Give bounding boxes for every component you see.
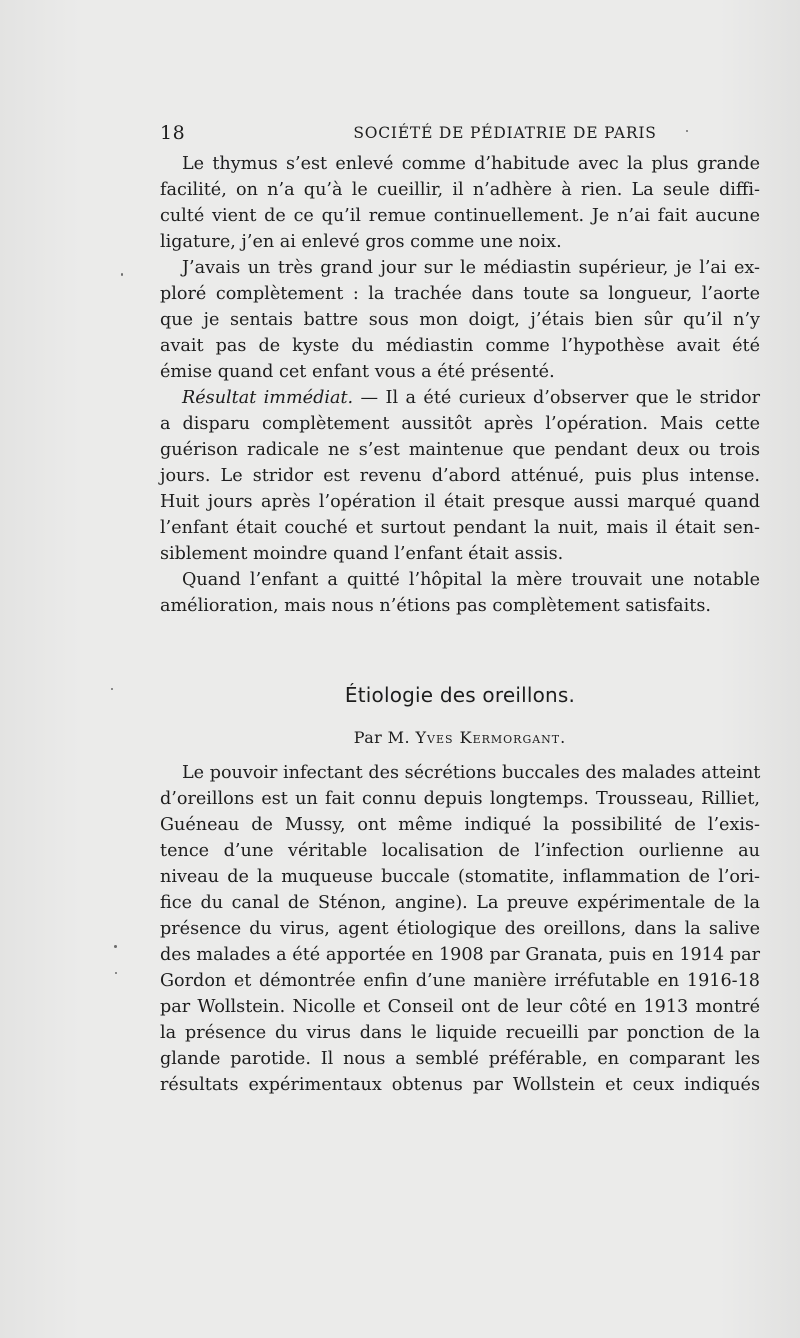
text-line: que je sentais battre sous mon doigt, j’étais bien sûr qu’il n’y (160, 310, 760, 330)
text-line: présence du virus, agent étiologique des oreillons, dans la salive (160, 919, 760, 939)
text-line: avait pas de kyste du médiastin comme l’hypothèse avait été (160, 336, 760, 356)
scan-speck (111, 688, 113, 690)
author-prefix: Par M. (353, 728, 410, 747)
text-line: culté vient de ce qu’il remue continuellement. Je n’ai fait aucune (160, 206, 760, 226)
text-line: résultats expérimentaux obtenus par Wollstein et ceux indiqués (160, 1075, 760, 1095)
running-head: SOCIÉTÉ DE PÉDIATRIE DE PARIS (353, 124, 657, 142)
text-line: ligature, j’en ai enlevé gros comme une noix. (160, 232, 562, 252)
text-line: Gordon et démontrée enfin d’une manière irréfutable en 1916-18 (160, 971, 760, 991)
text-line: Guéneau de Mussy, ont même indiqué la possibilité de l’exis- (160, 815, 760, 835)
text-line: Le thymus s’est enlevé comme d’habitude avec la plus grande (182, 154, 760, 174)
text-line: Le pouvoir infectant des sécrétions buccales des malades atteint (182, 763, 761, 783)
text-line: fice du canal de Sténon, angine). La preuve expérimentale de la (160, 893, 760, 913)
scan-speck (686, 130, 688, 132)
result-line (160, 385, 760, 411)
text-line: Quand l’enfant a quitté l’hôpital la mère trouvait une notable (182, 570, 760, 590)
result-text: — Il a été curieux d’observer que le stridor (360, 388, 760, 408)
text-line: la présence du virus dans le liquide recueilli par ponction de la (160, 1023, 760, 1043)
text-line: guérison radicale ne s’est maintenue que pendant deux ou trois (160, 440, 760, 460)
text-line: par Wollstein. Nicolle et Conseil ont de leur côté en 1913 montré (160, 997, 760, 1017)
text-line: ploré complètement : la trachée dans toute sa longueur, l’aorte (160, 284, 760, 304)
text-line: facilité, on n’a qu’à le cueillir, il n’adhère à rien. La seule diffi- (160, 180, 760, 200)
text-line: a disparu complètement aussitôt après l’opération. Mais cette (160, 414, 760, 434)
scan-speck (115, 972, 117, 974)
text-line: J’avais un très grand jour sur le médiastin supérieur, je l’ai ex- (182, 258, 760, 278)
text-line: Huit jours après l’opération il était presque aussi marqué quand (160, 492, 760, 512)
text-line: niveau de la muqueuse buccale (stomatite, inflammation de l’ori- (160, 867, 760, 887)
result-label: Résultat immédiat. (182, 388, 354, 408)
text-line: jours. Le stridor est revenu d’abord atténué, puis plus intense. (160, 466, 760, 486)
article-author (160, 728, 760, 747)
page-header (160, 122, 760, 148)
author-name: Yves Kermorgant. (415, 728, 567, 747)
text-line: glande parotide. Il nous a semblé préférable, en comparant les (160, 1049, 760, 1069)
article-title: Étiologie des oreillons. (344, 683, 576, 707)
scan-speck (114, 945, 117, 948)
scan-speck (121, 273, 123, 276)
text-line: tence d’une véritable localisation de l’infection ourlienne au (160, 841, 760, 861)
text-line: des malades a été apportée en 1908 par Granata, puis en 1914 par (160, 945, 760, 965)
text-line: d’oreillons est un fait connu depuis longtemps. Trousseau, Rilliet, (160, 789, 760, 809)
text-line: émise quand cet enfant vous a été présenté. (160, 362, 555, 382)
text-line: l’enfant était couché et surtout pendant la nuit, mais il était sen- (160, 518, 760, 538)
page-number: 18 (160, 122, 186, 144)
text-line: amélioration, mais nous n’étions pas complètement satisfaits. (160, 596, 711, 616)
text-line: siblement moindre quand l’enfant était assis. (160, 544, 564, 564)
